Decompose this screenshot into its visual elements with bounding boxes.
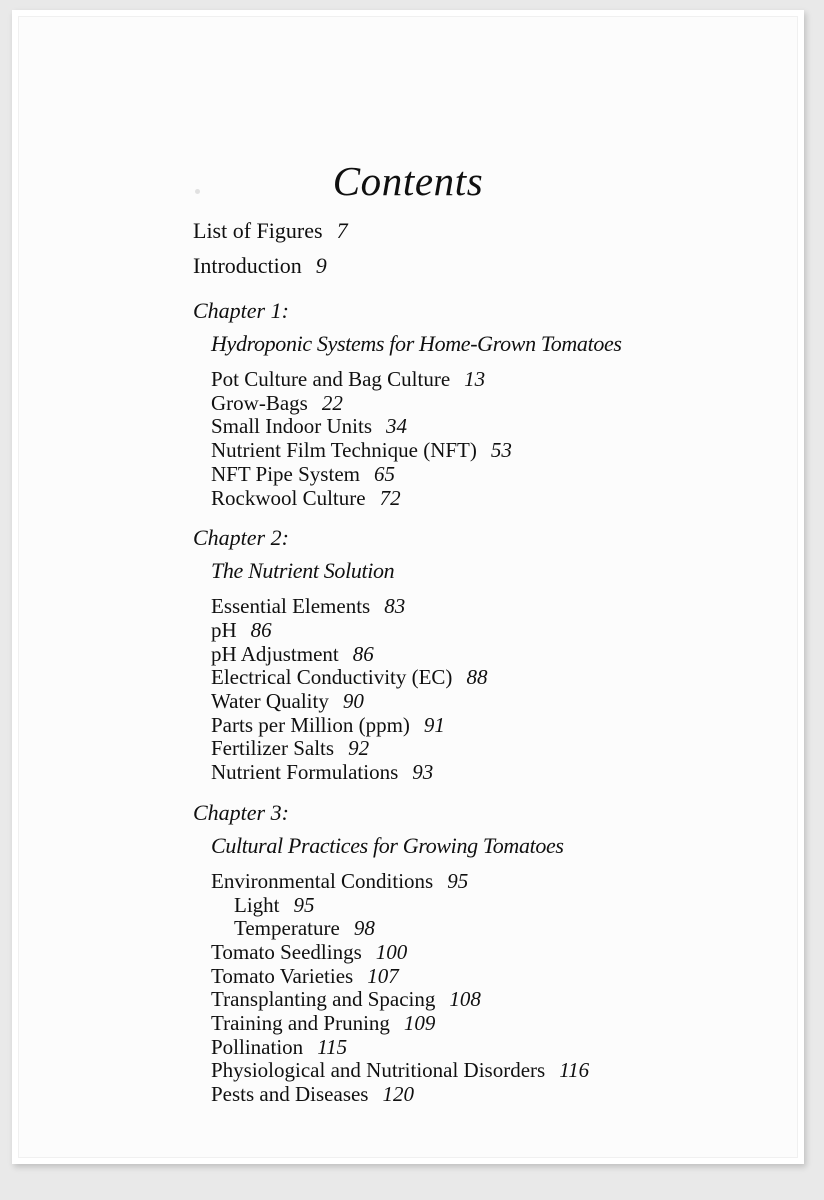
chapter-block xyxy=(19,294,797,510)
toc-entry-page-number: 83 xyxy=(384,594,406,619)
toc-entry-title: Physiological and Nutritional Disorders xyxy=(211,1058,546,1083)
toc-entry-title: Pollination xyxy=(211,1034,304,1059)
toc-entry-page-number: 65 xyxy=(373,461,395,486)
toc-entry-title: List of Figures xyxy=(193,218,323,243)
toc-entry[interactable] xyxy=(211,595,797,619)
toc-entry-page-number: 93 xyxy=(412,760,434,785)
toc-entry-title: pH xyxy=(211,617,237,642)
toc-entry-page-number: 86 xyxy=(352,641,374,666)
chapter-block xyxy=(19,796,797,1107)
toc-entry[interactable] xyxy=(211,988,797,1012)
toc-entry[interactable] xyxy=(211,714,797,738)
toc-entry-page-number: 92 xyxy=(348,736,370,761)
toc-entry[interactable] xyxy=(193,213,797,248)
table-of-contents xyxy=(19,213,797,1107)
toc-entry-page-number: 95 xyxy=(447,868,469,893)
chapter-subtitle[interactable]: Cultural Practices for Growing Tomatoes xyxy=(211,832,564,858)
chapter-block xyxy=(19,521,797,785)
toc-entry-title: Essential Elements xyxy=(211,594,371,619)
toc-entry-page-number: 72 xyxy=(379,485,401,510)
toc-entry-page-number: 120 xyxy=(382,1082,414,1107)
toc-entry-title: NFT Pipe System xyxy=(211,461,360,486)
toc-entry[interactable] xyxy=(211,487,797,511)
toc-entry-title: Environmental Conditions xyxy=(211,868,434,893)
toc-entry[interactable] xyxy=(211,941,797,965)
toc-entry[interactable] xyxy=(211,1012,797,1036)
toc-entry-page-number: 107 xyxy=(367,963,399,988)
toc-entry[interactable] xyxy=(211,1083,797,1107)
toc-entry[interactable] xyxy=(211,463,797,487)
toc-entry[interactable] xyxy=(211,415,797,439)
toc-entry-page-number: 91 xyxy=(423,712,445,737)
toc-entry[interactable] xyxy=(211,666,797,690)
toc-entry[interactable] xyxy=(211,690,797,714)
toc-entry-page-number: 115 xyxy=(317,1034,348,1059)
toc-entry-page-number: 9 xyxy=(315,253,327,278)
toc-entry-page-number: 86 xyxy=(250,617,272,642)
toc-entry-page-number: 109 xyxy=(403,1011,436,1036)
chapter-entry-list xyxy=(19,870,797,1107)
toc-entry-page-number: 116 xyxy=(559,1058,590,1083)
toc-entry-page-number: 22 xyxy=(321,390,343,415)
toc-entry[interactable] xyxy=(211,737,797,761)
toc-entry-page-number: 88 xyxy=(466,665,488,690)
toc-entry-title: Tomato Varieties xyxy=(211,963,354,988)
toc-entry[interactable] xyxy=(211,870,797,894)
toc-entry-title: Electrical Conductivity (EC) xyxy=(211,665,453,690)
toc-entry[interactable] xyxy=(211,1036,797,1060)
toc-entry-title: Grow-Bags xyxy=(211,390,308,415)
toc-entry[interactable] xyxy=(211,761,797,785)
chapter-entry-list xyxy=(19,368,797,510)
toc-entry-title: Nutrient Formulations xyxy=(211,760,399,785)
toc-entry-page-number: 100 xyxy=(375,939,408,964)
toc-entry[interactable] xyxy=(211,643,797,667)
chapter-label: Chapter 3: xyxy=(193,799,289,825)
toc-entry[interactable] xyxy=(211,392,797,416)
chapter-label: Chapter 1: xyxy=(193,298,289,323)
toc-entry-title: Training and Pruning xyxy=(211,1011,390,1036)
toc-entry[interactable] xyxy=(211,619,797,643)
toc-entry-title: Transplanting and Spacing xyxy=(211,987,436,1012)
toc-entry[interactable] xyxy=(211,439,797,463)
page-title: Contents xyxy=(332,158,484,204)
chapter-subtitle[interactable]: Hydroponic Systems for Home-Grown Tomatoes xyxy=(211,331,622,356)
page-sheet-frame xyxy=(12,10,804,1164)
toc-entry-title: Temperature xyxy=(234,916,340,941)
toc-entry-title: Pests and Diseases xyxy=(211,1082,369,1107)
toc-entry-page-number: 108 xyxy=(449,987,481,1012)
toc-entry[interactable] xyxy=(211,1059,797,1083)
toc-entry[interactable] xyxy=(234,894,797,918)
toc-entry-title: Light xyxy=(234,892,280,917)
toc-entry-title: pH Adjustment xyxy=(211,641,339,666)
toc-entry-title: Water Quality xyxy=(211,689,329,714)
toc-entry-page-number: 13 xyxy=(464,367,486,391)
toc-entry[interactable] xyxy=(193,248,797,283)
toc-entry-page-number: 7 xyxy=(336,218,348,243)
toc-entry-title: Pot Culture and Bag Culture xyxy=(211,367,451,391)
toc-entry-title: Nutrient Film Technique (NFT) xyxy=(211,438,477,463)
toc-entry[interactable] xyxy=(211,965,797,989)
toc-entry-page-number: 53 xyxy=(490,438,512,463)
toc-entry-title: Introduction xyxy=(193,253,302,278)
toc-entry-title: Parts per Million (ppm) xyxy=(211,712,410,737)
toc-entry-page-number: 90 xyxy=(342,689,364,714)
page-sheet xyxy=(18,16,798,1158)
toc-entry-title: Tomato Seedlings xyxy=(211,939,362,964)
chapter-entry-list xyxy=(19,595,797,785)
toc-entry-page-number: 95 xyxy=(293,892,315,917)
toc-entry-title: Fertilizer Salts xyxy=(211,736,335,761)
chapter-subtitle[interactable]: The Nutrient Solution xyxy=(211,558,395,584)
toc-entry-title: Rockwool Culture xyxy=(211,485,366,510)
toc-entry-title: Small Indoor Units xyxy=(211,414,372,439)
toc-entry-page-number: 98 xyxy=(353,916,375,941)
toc-entry[interactable] xyxy=(234,917,797,941)
chapter-label: Chapter 2: xyxy=(193,525,289,551)
toc-entry-page-number: 34 xyxy=(386,414,407,439)
toc-entry[interactable] xyxy=(211,368,797,392)
